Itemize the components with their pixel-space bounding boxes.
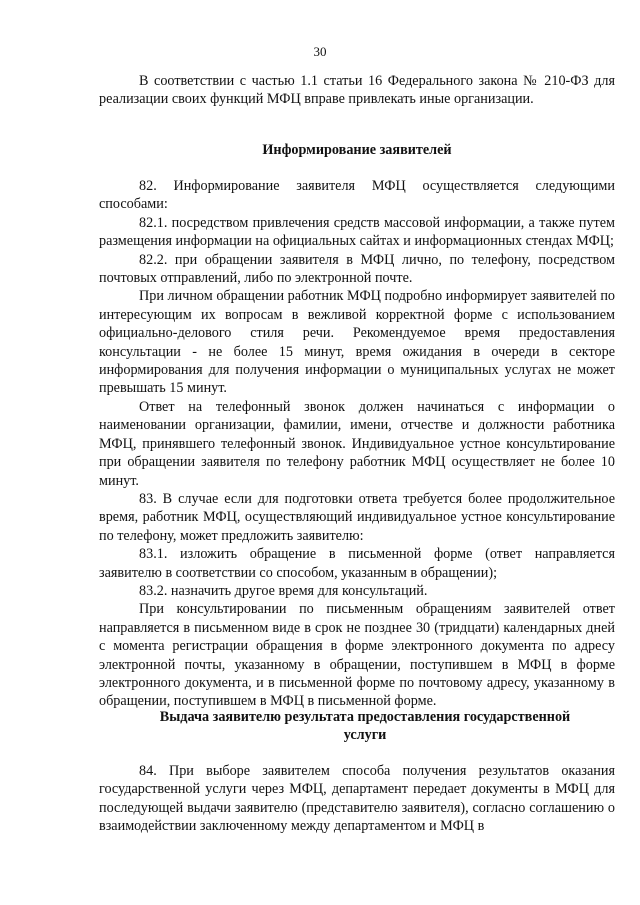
intro-text: В соответствии с частью 1.1 статьи 16 Федерального закона № 210-ФЗ для реализации своих функций МФЦ вправе привлекать иные организации. — [99, 73, 615, 108]
paragraph-83: 83. В случае если для подготовки ответа требуется более продолжительное время, работник МФЦ, осуществляющий индивидуальное устное консультирование по телефону, может предложить заявителю: — [99, 490, 615, 544]
section-heading-result — [150, 708, 580, 745]
section-title-informing: Информирование заявителей — [262, 142, 452, 158]
paragraph-84: 84. При выборе заявителем способа получения результатов оказания государственной услуги через МФЦ, департамент передает документы в МФЦ для последующей выдачи заявителю (представителю заявителя), согласно соглашению о взаимодействии заключенному между департаментом и МФЦ в — [99, 763, 615, 835]
intro-paragraph — [99, 72, 615, 109]
paragraph-personal-visit: При личном обращении работник МФЦ подробно информирует заявителей по интересующим их вопросам в вежливой корректной форме с использованием официально-делового стиля речи. Рекомендуемое время предоставления консультации - не более 15 минут, время ожидания в очереди в секторе информирования для получения информации о муниципальных услугах не может превышать 15 минут. — [99, 288, 615, 397]
paragraph-phone-call: Ответ на телефонный звонок должен начинаться с информации о наименовании организации, фамилии, имени, отчестве и должности работника МФЦ, принявшего телефонный звонок. Индивидуальное устное консультирование при обращении заявителя по телефону работник МФЦ осуществляет не более 10 минут. — [99, 398, 615, 489]
paragraph-written-requests: При консультировании по письменным обращениям заявителей ответ направляется в письменном виде в срок не позднее 30 (тридцати) календарных дней с момента регистрации обращения в форме электронного документа по адресу электронной почты, указанному в обращении, поступившем в МФЦ в форме электронного документа, и в письменной форме по почтовому адресу, указанному в обращении, поступившем в МФЦ в письменной форме. — [99, 601, 615, 710]
paragraph-83-2: 83.2. назначить другое время для консультаций. — [139, 582, 428, 599]
section-body-result — [99, 762, 615, 836]
section-heading-informing — [99, 141, 615, 159]
paragraph-82: 82. Информирование заявителя МФЦ осуществляется следующими способами: — [99, 178, 615, 213]
section-title-result: Выдача заявителю результата предоставления государственной услуги — [159, 709, 571, 744]
paragraph-82-2: 82.2. при обращении заявителя в МФЦ лично, по телефону, посредством почтовых отправлений, либо по электронной почте. — [99, 251, 615, 287]
page-number: 30 — [313, 44, 327, 59]
section-body-informing — [99, 177, 615, 711]
paragraph-82-1: 82.1. посредством привлечения средств массовой информации, а также путем размещения информации на официальных сайтах и информационных стендах МФЦ; — [99, 214, 615, 250]
paragraph-83-1: 83.1. изложить обращение в письменной форме (ответ направляется заявителю в соответствии со способом, указанным в обращении); — [99, 546, 615, 581]
